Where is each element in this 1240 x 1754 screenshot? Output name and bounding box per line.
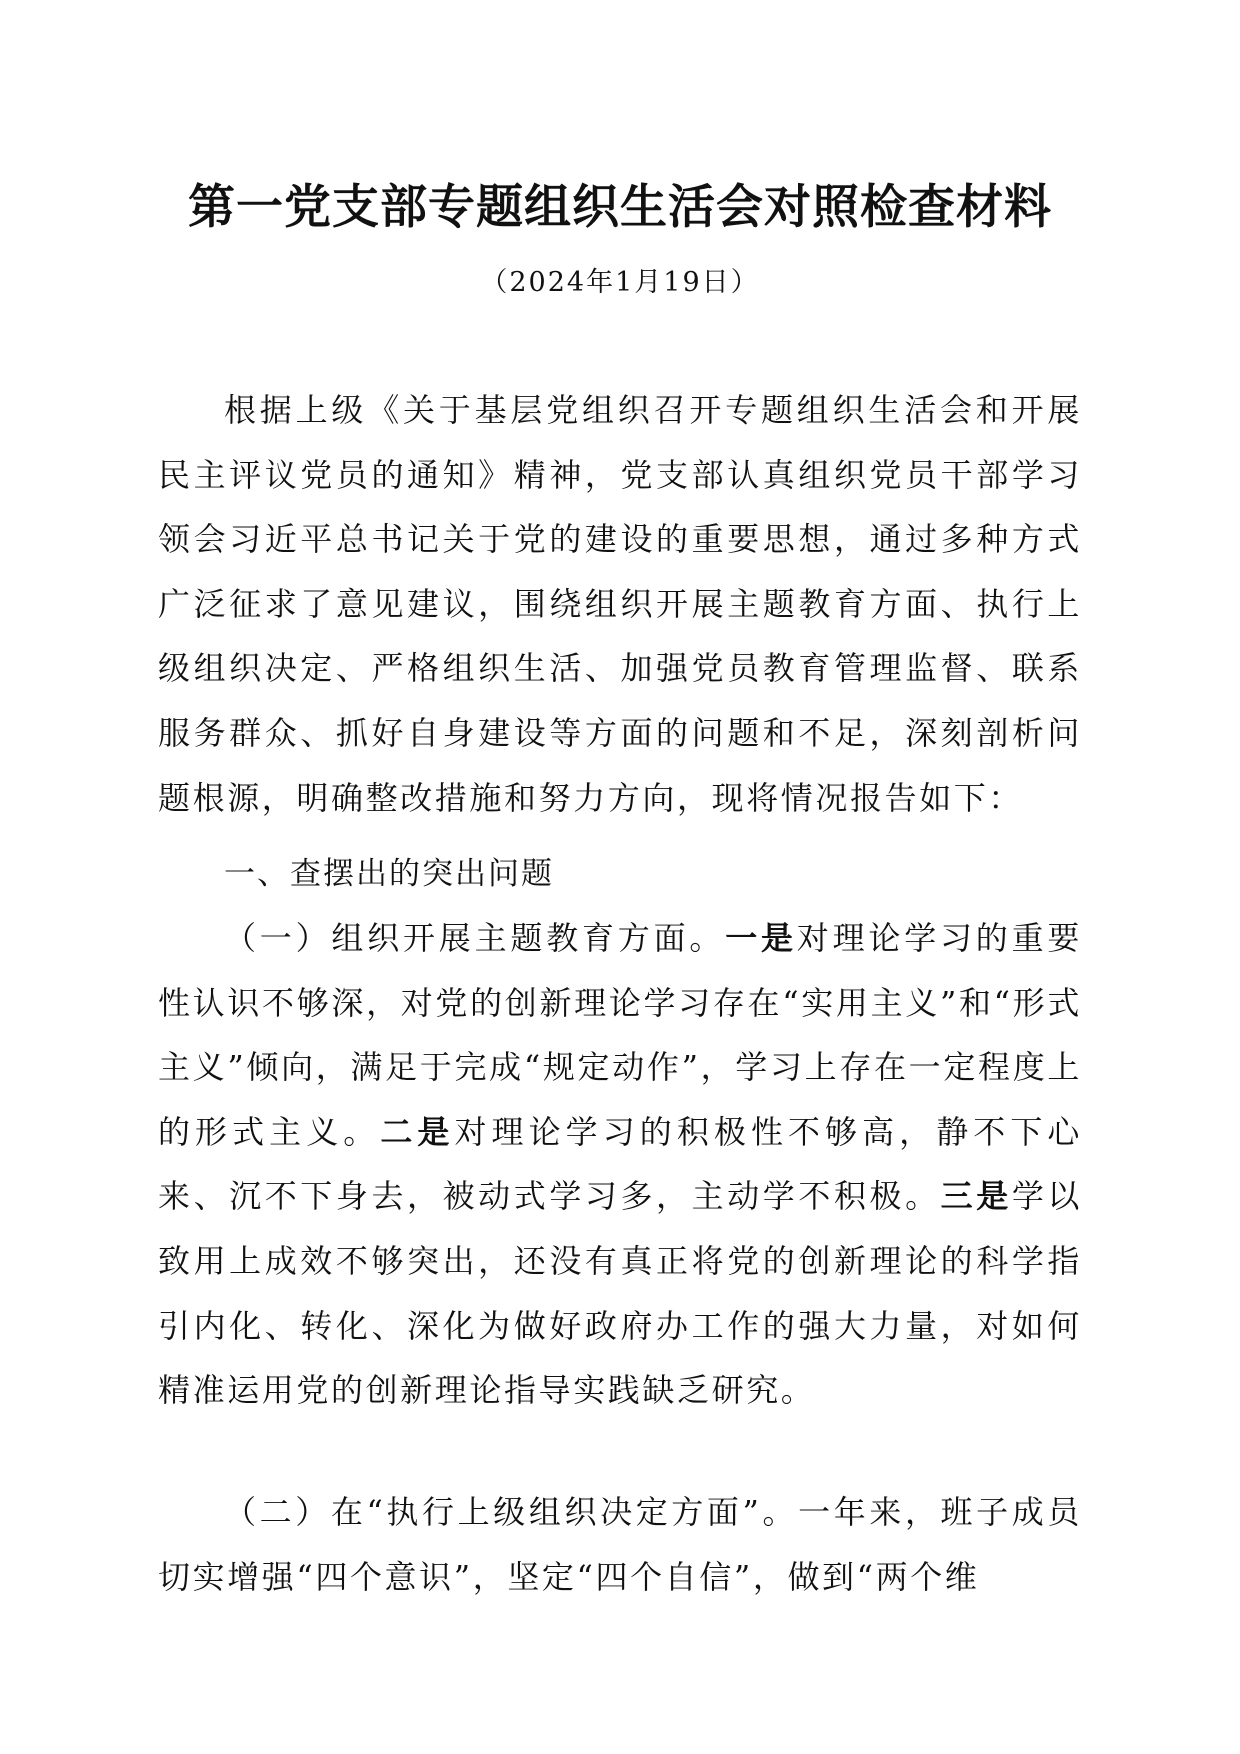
item-1-text-3: 学以致用上成效不够突出，还没有真正将党的创新理论的科学指引内化、转化、深化为做好政府办工作的强大力量，对如何精准运用党的创新理论指导实践缺乏研究。 bbox=[158, 1177, 1083, 1410]
item-1-text-1: 对理论学习的重要性认识不够深，对党的创新理论学习存在“实用主义”和“形式主义”倾向，满足于完成“规定动作”，学习上存在一定程度上的形式主义。 bbox=[158, 919, 1082, 1151]
item-1-text-2: 对理论学习的积极性不够高，静不下心来、沉不下身去，被动式学习多，主动学不积极。 bbox=[158, 1112, 1083, 1216]
item-1-paragraph bbox=[158, 906, 1082, 1423]
intro-paragraph: 根据上级《关于基层党组织召开专题组织生活会和开展民主评议党员的通知》精神，党支部认真组织党员干部学习领会习近平总书记关于党的建设的重要思想，通过多种方式广泛征求了意见建议，围绕组织开展主题教育方面、执行上级组织决定、严格组织生活、加强党员教育管理监督、联系服务群众、抓好自身建设等方面的问题和不足，深刻剖析问题根源，明确整改措施和努力方向，现将情况报告如下： bbox=[158, 391, 1082, 817]
document-date: （2024年1月19日） bbox=[480, 267, 760, 298]
section-heading: 一、查摆出的突出问题 bbox=[224, 856, 554, 892]
document-title: 第一党支部专题组织生活会对照检查材料 bbox=[188, 180, 1052, 235]
item-2-paragraph: （二）在“执行上级组织决定方面”。一年来，班子成员切实增强“四个意识”，坚定“四个自信”，做到“两个维 bbox=[158, 1493, 1082, 1596]
item-1-intro: （一）组织开展主题教育方面。 bbox=[224, 919, 726, 957]
item-1-lead-2: 二是 bbox=[380, 1112, 455, 1151]
item-1-lead-1: 一是 bbox=[725, 919, 797, 957]
item-1-lead-3: 三是 bbox=[940, 1177, 1012, 1216]
